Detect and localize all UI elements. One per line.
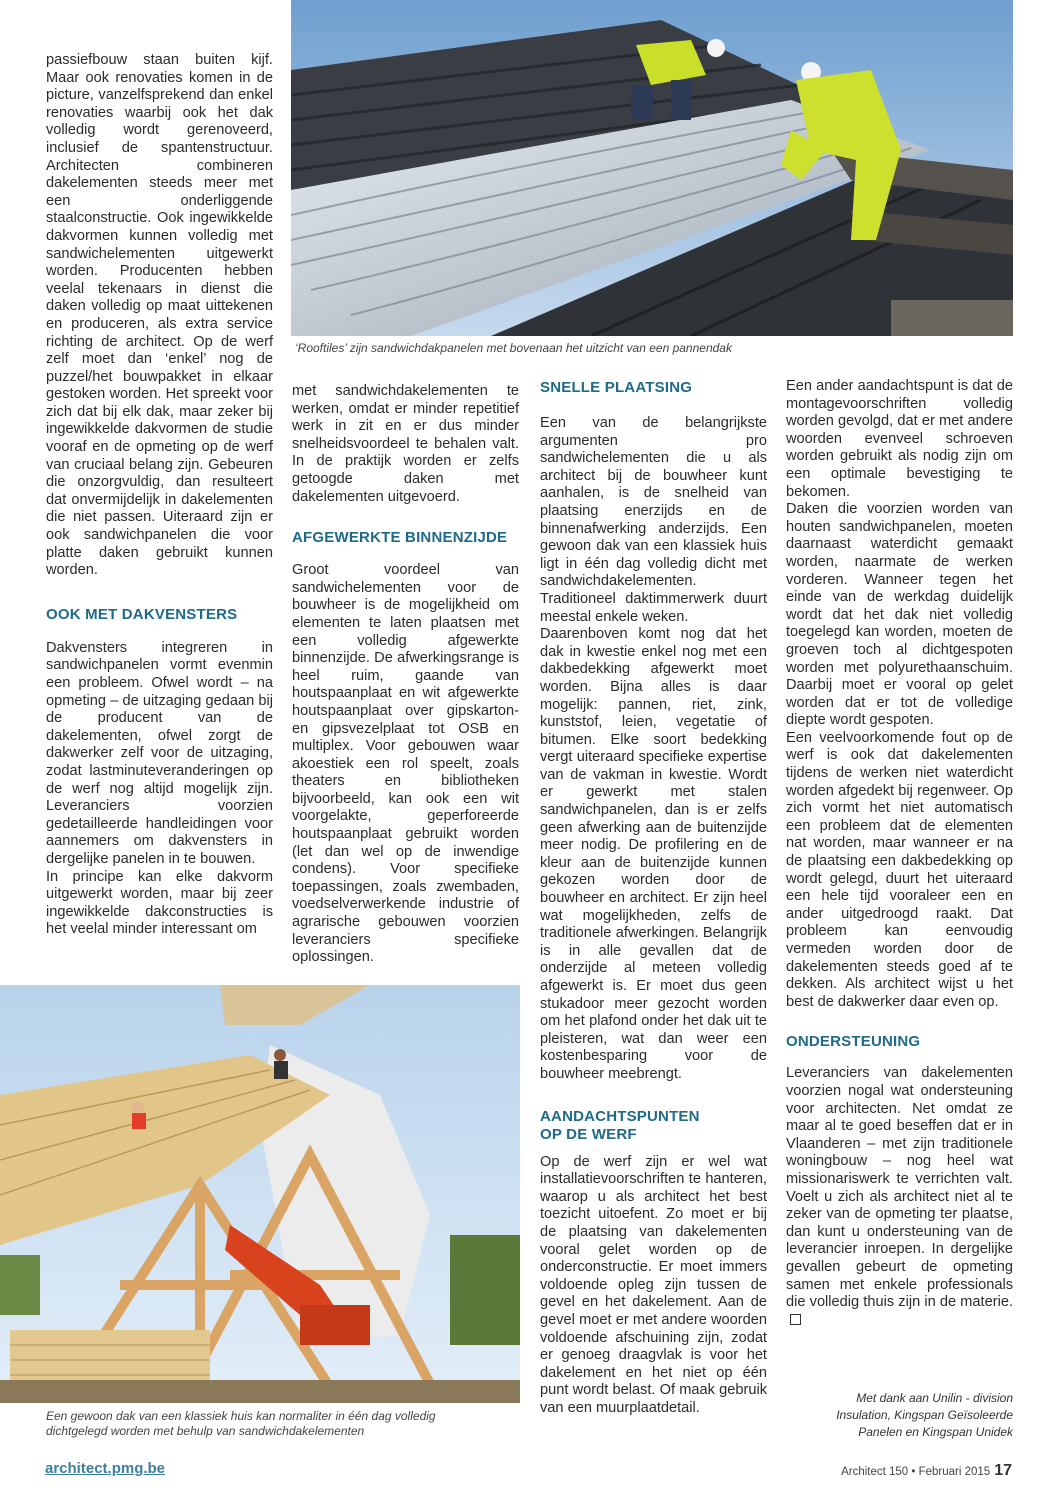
page-number: 17 xyxy=(994,1462,1012,1479)
bottom-caption-line-1: Een gewoon dak van een klassiek huis kan normaliter in één dag volledig xyxy=(46,1409,436,1423)
top-photo-caption: ‘Rooftiles’ zijn sandwichdakpanelen met bovenaan het uitzicht van een pannendak xyxy=(295,341,732,355)
issue-label: Architect 150 • Februari 2015 xyxy=(841,1466,991,1478)
col2-paragraph-2: Groot voordeel van sandwichelementen voor de bouwheer is de mogelijkheid om elementen te laten plaatsen met een volledig afgewerkte binnenzijde. De afwerkingsrange is heel ruim, gaande van houtspaanplaat en wit afgewerkte houtspaanplaat over gipskarton- en gipsvezelplaat tot OSB en multiplex. Voor gebouwen waar akoestiek een rol speelt, zoals theaters en bibliotheken bijvoorbeeld, kan ook een wit voorgelakte, geperforeerde houtspaanplaat gebruikt worden (let dan wel op de inwendige condens). Voor specifieke toepassingen, zoals zwembaden, voedselverwerkende industrie of agrarische gebouwen voorzien leveranciers specifieke oplossingen. xyxy=(292,562,519,966)
column-3 xyxy=(540,379,767,1417)
col4-paragraph-1: Een ander aandachtspunt is dat de montagevoorschriften volledig worden gevolgd, dat er met andere woorden evenveel schroeven worden gebruikt als nodig zijn om een optimale bevestiging te bekomen. xyxy=(786,378,1013,500)
heading-afgewerkte-binnenzijde: AFGEWERKTE BINNENZIJDE xyxy=(292,529,508,547)
col4-paragraph-3: Een veelvoorkomende fout op de werf is ook dat dakelementen tijdens de werken niet waterdicht worden afgedekt bij regenweer. Op zich vormt het niet automatisch een probleem dat de elementen nat worden, maar wanneer er na de plaatsing een dakbedekking op wordt gelegd, duurt het uiteraard een hele tijd vooraleer een en ander uitgedroogd raakt. Dat probleem kan eenvoudig vermeden worden door de dakelementen steeds goed af te dekken. Als architect wijst u het best de dakwerker daar even op. xyxy=(786,729,1013,1010)
column-4 xyxy=(786,378,1013,1329)
col4-paragraph-4 xyxy=(786,1065,1013,1329)
heading-ook-met-dakvensters: OOK MET DAKVENSTERS xyxy=(46,605,238,623)
issue-info xyxy=(841,1462,1012,1480)
col2-paragraph-1: met sandwichdakelementen te werken, omdat er minder repetitief werk in zit en er dus minder snelheidsvoordeel te behalen valt. In de praktijk worden er zelfs getoogde daken met dakelementen uitgevoerd. xyxy=(292,383,519,505)
credit-line-2: Insulation, Kingspan Geïsoleerde xyxy=(836,1408,1013,1422)
col3-paragraph-1: Een van de belangrijkste argumenten pro sandwichelementen die u als architect bij de bouwheer kunt aanhalen, is de snelheid van plaatsing enerzijds en de binnenafwerking anderzijds. Een gewoon dak van een klassiek huis ligt in één dag volledig dicht met sandwichdakelementen. Traditioneel daktimmerwerk duurt meestal enkele weken. xyxy=(540,415,767,625)
website-link[interactable]: architect.pmg.be xyxy=(45,1460,166,1477)
heading-aandachtspunten-1: AANDACHTSPUNTEN xyxy=(540,1107,700,1125)
col4-paragraph-2: Daken die voorzien worden van houten sandwichpanelen, moeten daarnaast waterdicht gemaakt worden, naarmate de werken vorderen. Wanneer tegen het einde van de werkdag duidelijk wordt dat het dak niet volledig toegelegd kan worden, moeten de groeven toch al dichtgespoten worden met polyurethaanschuim. Daarbij moet er vooral op gelet worden dat er tot de volledige diepte wordt gespoten. xyxy=(786,501,1013,729)
heading-snelle-plaatsing: SNELLE PLAATSING xyxy=(540,379,693,396)
col3-paragraph-3: Op de werf zijn er wel wat installatievoorschriften te hanteren, waarop u als architect het best toezicht uitoefent. Zo moet er bij de plaatsing van dakelementen vooral gelet worden op de onderconstructie. Er moet immers voldoende opleg zijn tussen de gevel en het dakelement. Aan de gevel moet er met andere woorden voldoende afschuining zijn, zodat er genoeg draagvlak is voor het dakelement en het niet op één punt wordt belast. Of maak gebruik van een muurplaatdetail. xyxy=(540,1153,767,1416)
bottom-caption-line-2: dichtgelegd worden met behulp van sandwichdakelementen xyxy=(46,1424,365,1438)
column-2 xyxy=(292,383,519,967)
col4-paragraph-4-text: Leveranciers van dakelementen voorzien nogal wat ondersteuning voor architecten. Net omdat ze maar al te goed beseffen dat er in Vlaanderen – met zijn traditionele woningbouw – nog heel wat missionariswerk te verrichten valt. Voelt u zich als architect niet al te zeker van de opmeting ter plaatse, dan kunt u ondersteuning van de leverancier inroepen. In dergelijke gevallen gebeurt de opmeting samen met enkele professionals die volledig thuis zijn in de materie. xyxy=(786,1065,1013,1311)
rooftiles-photo xyxy=(291,0,1013,336)
construction-photo xyxy=(0,985,520,1403)
bottom-photo-caption xyxy=(46,1409,516,1439)
col1-paragraph-2: Dakvensters integreren in sandwichpanelen vormt evenmin een probleem. Ofwel wordt – na opmeting – de uitzaging gedaan bij de producent van de dakelementen, ofwel zorgt de dakwerker zelf voor de uitzaging, zodat lastminuteveranderingen op de werf nog altijd mogelijk zijn. Leveranciers voorzien gedetailleerde handleidingen voor aannemers om dakvensters in dergelijke panelen in te bouwen. xyxy=(46,639,273,867)
end-mark-icon xyxy=(790,1314,801,1325)
heading-ondersteuning: ONDERSTEUNING xyxy=(786,1033,921,1051)
heading-aandachtspunten-2: OP DE WERF xyxy=(540,1125,637,1143)
credits xyxy=(786,1390,1013,1441)
col1-paragraph-1: passiefbouw staan buiten kijf. Maar ook renovaties komen in de picture, vanzelfsprekend dan enkel renovaties waarbij ook het dak volledig wordt gerenoveerd, inclusief de spantenstructuur. Architecten combineren dakelementen steeds meer met een onderliggende staalconstructie. Ook ingewikkelde dakvormen kunnen volledig met sandwichelementen uitgewerkt worden. Producenten hebben veelal tekenaars in dienst die daken volledig op maat uittekenen en produceren, als extra service richting de architect. Op de werf zelf moet dan ‘enkel’ nog de puzzel/het bouwpakket in elkaar gestoken worden. Het spreekt voor zich dat bij elk dak, maar zeker bij ingewikkelde dakvormen de studie vooraf en de opmeting op de werf van cruciaal belang zijn. Gebeuren die onzorgvuldig, dan resulteert dat onvermijdelijk in dakelementen die niet passen. Uiteraard zijn er ook sandwichpanelen die voor platte daken gebruikt kunnen worden. xyxy=(46,52,273,579)
column-1 xyxy=(46,52,273,939)
col1-paragraph-3: In principe kan elke dakvorm uitgewerkt worden, maar bij zeer ingewikkelde dakconstructies is het veelal minder interessant om xyxy=(46,868,273,938)
col3-paragraph-2: Daarenboven komt nog dat het dak in kwestie enkel nog met een dakbedekking afgewerkt moet worden. Bijna alles is daar mogelijk: pannen, riet, zink, kunststof, leien, vegetatie of bitumen. Elke soort bedekking vergt uiteraard specifieke expertise van de vakman in kwestie. Wordt er gewerkt met stalen sandwichpanelen, dan is er zelfs geen afwerking aan de buitenzijde meer nodig. De profilering en de kleur aan de buitenzijde kunnen gekozen worden door de bouwheer en architect. Er zijn heel wat mogelijkheden, zelfs de traditionele afwerkingen. Belangrijk is in alle gevallen dat de onderzijde al meteen volledig afgewerkt is. Er moet dus geen stukadoor meer gezocht worden om het plafond onder het dak uit te pleisteren, wat dan weer een kostenbesparing voor de bouwheer meebrengt. xyxy=(540,626,767,1082)
credit-line-1: Met dank aan Unilin - division xyxy=(856,1391,1013,1405)
credit-line-3: Panelen en Kingspan Unidek xyxy=(858,1425,1013,1439)
